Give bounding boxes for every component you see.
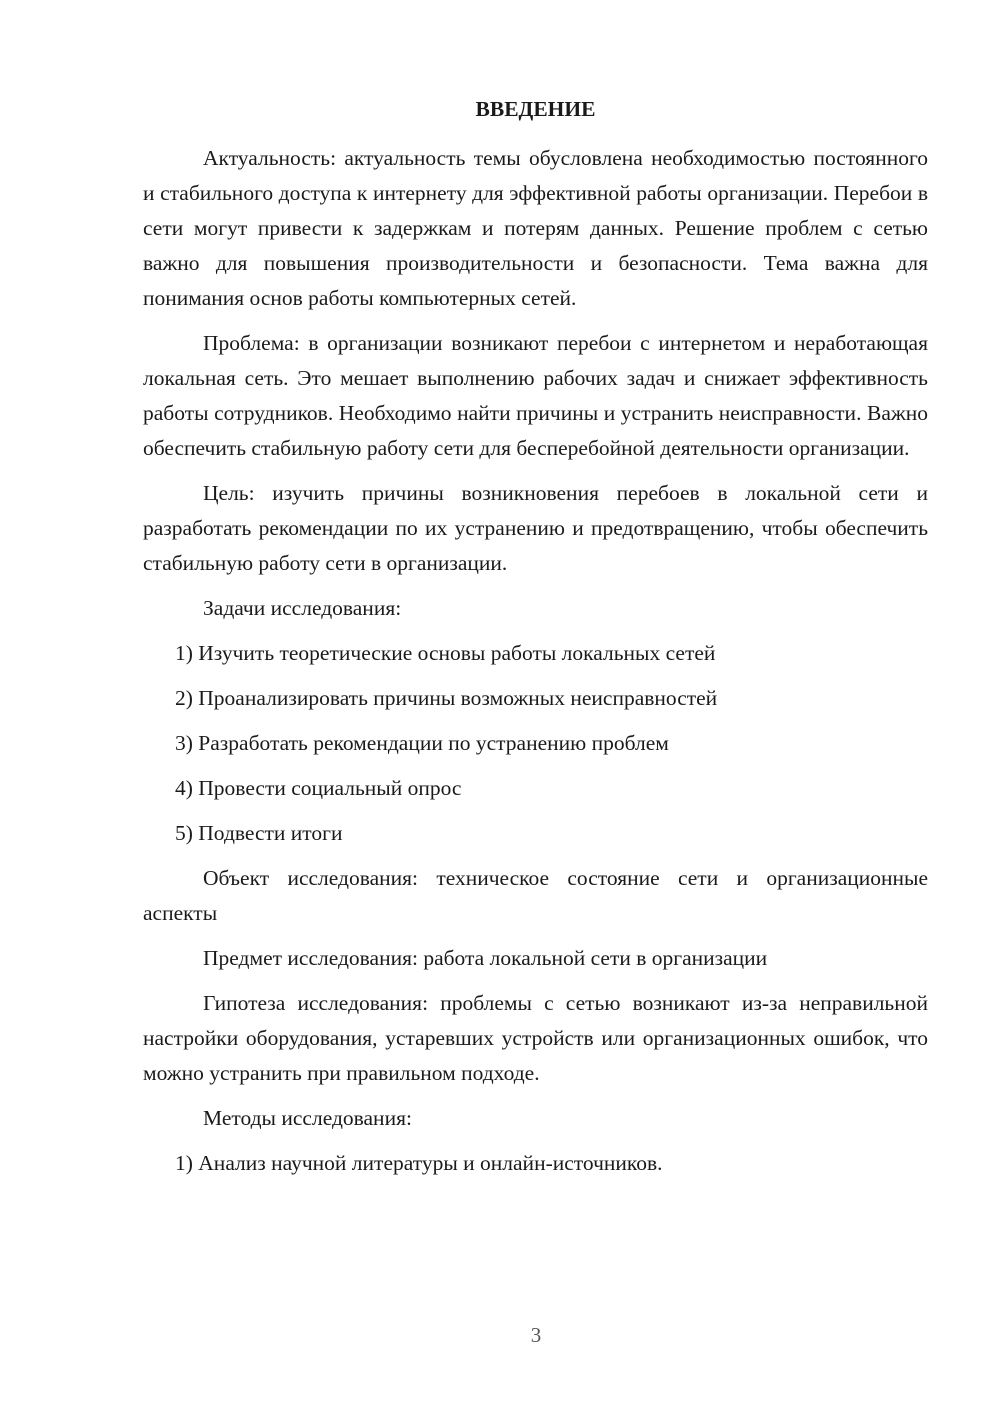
list-item: 2) Проанализировать причины возможных неисправностей (175, 686, 718, 710)
subject-paragraph: Предмет исследования: работа локальной сети в организации (203, 946, 768, 970)
methods-list (143, 1146, 928, 1181)
list-item: 1) Изучить теоретические основы работы локальных сетей (175, 641, 716, 665)
problem-paragraph: Проблема: в организации возникают перебои с интернетом и неработающая локальная сеть. Это мешает выполнению рабочих задач и снижает эффективность работы сотрудников. Необходимо найти причины и устранить неисправности. Важно обеспечить стабильную работу сети для бесперебойной деятельности организации. (143, 331, 928, 460)
tasks-heading: Задачи исследования: (203, 596, 402, 620)
methods-heading: Методы исследования: (203, 1106, 412, 1130)
page-title: ВВЕДЕНИЕ (475, 97, 596, 121)
list-item: 3) Разработать рекомендации по устранению проблем (175, 731, 669, 755)
page-number: 3 (530, 1323, 542, 1347)
hypothesis-paragraph: Гипотеза исследования: проблемы с сетью возникают из-за неправильной настройки оборудования, устаревших устройств или организационных ошибок, что можно устранить при правильном подходе. (143, 991, 928, 1085)
object-paragraph: Объект исследования: техническое состояние сети и организационные аспекты (143, 866, 928, 925)
tasks-list (143, 636, 928, 851)
list-item: 1) Анализ научной литературы и онлайн-источников. (175, 1151, 663, 1175)
relevance-paragraph: Актуальность: актуальность темы обусловлена необходимостью постоянного и стабильного доступа к интернету для эффективной работы организации. Перебои в сети могут привести к задержкам и потерям данных. Решение проблем с сетью важно для повышения производительности и безопасности. Тема важна для понимания основ работы компьютерных сетей. (143, 146, 928, 310)
goal-paragraph: Цель: изучить причины возникновения перебоев в локальной сети и разработать рекомендации по их устранению и предотвращению, чтобы обеспечить стабильную работу сети в организации. (143, 481, 928, 575)
document-page (143, 92, 928, 1191)
list-item: 5) Подвести итоги (175, 821, 343, 845)
list-item: 4) Провести социальный опрос (175, 776, 462, 800)
